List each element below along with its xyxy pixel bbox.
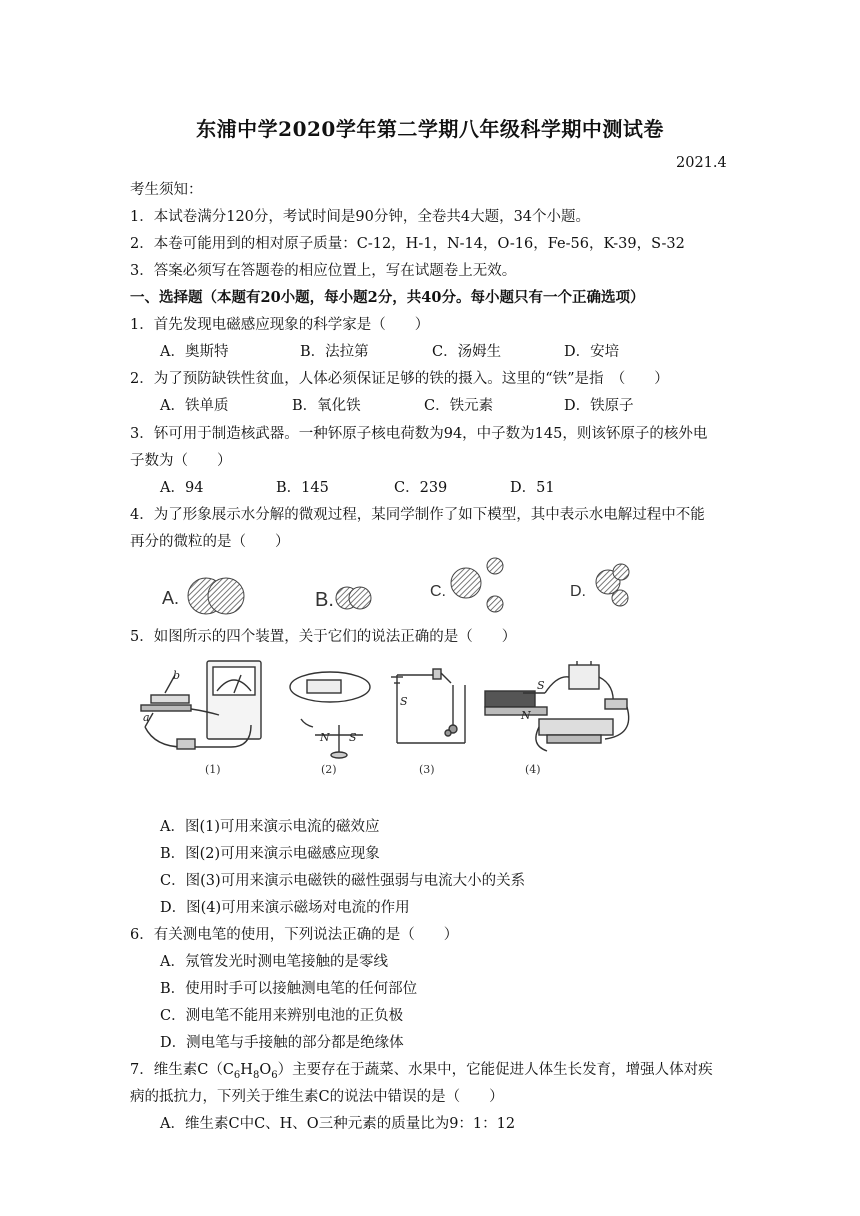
q6-option-a: A．氖管发光时测电笔接触的是零线 bbox=[160, 954, 388, 970]
figure-mark: S bbox=[400, 695, 408, 708]
question-7-stem: 7．维生素$C(C_6H_8O_6)$主要存在于蔬菜、水果中，它能促进人体生长发育，增强人体对疾 bbox=[130, 1062, 713, 1081]
notice-item: 2．本卷可能用到的相对原子质量：C-12，H-1，N-14，O-16，Fe-56，K-39，S-32 bbox=[130, 236, 685, 252]
figure-label-4: (4) bbox=[525, 763, 541, 776]
molecule-models-figure bbox=[150, 560, 650, 620]
model-c-label: C. bbox=[430, 583, 446, 600]
figure-mark: S bbox=[537, 679, 545, 692]
question-4-stem-cont: 再分的微粒的是（ ） bbox=[130, 534, 290, 550]
q2-option-c: C．铁元素 bbox=[424, 398, 494, 414]
question-7-stem-cont: 病的抵抗力，下列关于维生素C的说法中错误的是（ ） bbox=[130, 1089, 504, 1105]
apparatus-figure bbox=[135, 655, 645, 780]
figure-label-1: (1) bbox=[205, 763, 221, 776]
q1-option-a: A．奥斯特 bbox=[160, 344, 229, 360]
q3-option-a: A．94 bbox=[160, 480, 204, 496]
question-2-stem: 2．为了预防缺铁性贫血，人体必须保证足够的铁的摄入。这里的“铁”是指 （ ） bbox=[130, 371, 669, 387]
q1-option-c: C．汤姆生 bbox=[432, 344, 502, 360]
q1-option-d: D．安培 bbox=[564, 344, 620, 360]
model-d-label: D. bbox=[570, 583, 586, 600]
q5-option-d: D．图(4)可用来演示磁场对电流的作用 bbox=[160, 900, 410, 916]
figure-mark: a bbox=[143, 711, 150, 724]
question-6-stem: 6．有关测电笔的使用，下列说法正确的是（ ） bbox=[130, 927, 459, 943]
section-heading: 一、选择题（本题有20小题，每小题2分，共40分。每小题只有一个正确选项） bbox=[130, 289, 645, 306]
q3-option-c: C．239 bbox=[394, 480, 448, 496]
page-title: 东浦中学2020学年第二学期八年级科学期中测试卷 bbox=[196, 117, 664, 141]
exam-date: 2021.4 bbox=[676, 155, 727, 171]
q3-option-d: D．51 bbox=[510, 480, 555, 496]
q6-option-b: B．使用时手可以接触测电笔的任何部位 bbox=[160, 981, 418, 997]
figure-label-2: (2) bbox=[321, 763, 337, 776]
q6-option-c: C．测电笔不能用来辨别电池的正负极 bbox=[160, 1008, 404, 1024]
notice-heading: 考生须知： bbox=[130, 182, 203, 198]
notice-item: 1．本试卷满分120分，考试时间是90分钟，全卷共4大题，34个小题。 bbox=[130, 209, 591, 225]
question-1-stem: 1．首先发现电磁感应现象的科学家是（ ） bbox=[130, 317, 430, 333]
question-3-stem: 3．钚可用于制造核武器。一种钚原子核电荷数为94，中子数为145，则该钚原子的核外电 bbox=[130, 426, 708, 442]
notice-item: 3．答案必须写在答题卷的相应位置上，写在试题卷上无效。 bbox=[130, 263, 517, 279]
q5-option-a: A．图(1)可用来演示电流的磁效应 bbox=[160, 819, 380, 835]
figure-mark: N bbox=[320, 731, 330, 744]
q2-option-a: A．铁单质 bbox=[160, 398, 229, 414]
q3-option-b: B．145 bbox=[276, 480, 329, 496]
figure-mark: b bbox=[173, 669, 181, 682]
figure-mark: N bbox=[521, 709, 531, 722]
figure-mark: S bbox=[349, 731, 357, 744]
q2-option-b: B．氧化铁 bbox=[292, 398, 361, 414]
question-3-stem-cont: 子数为（ ） bbox=[130, 453, 232, 469]
question-4-stem: 4．为了形象展示水分解的微观过程，某同学制作了如下模型，其中表示水电解过程中不能 bbox=[130, 507, 705, 523]
q1-option-b: B．法拉第 bbox=[300, 344, 369, 360]
q6-option-d: D．测电笔与手接触的部分都是绝缘体 bbox=[160, 1035, 404, 1051]
question-5-stem: 5．如图所示的四个装置，关于它们的说法正确的是（ ） bbox=[130, 629, 517, 645]
q2-option-d: D．铁原子 bbox=[564, 398, 634, 414]
q7-option-a: A．维生素C中C、H、O三种元素的质量比为9：1：12 bbox=[160, 1116, 516, 1132]
q5-option-c: C．图(3)可用来演示电磁铁的磁性强弱与电流大小的关系 bbox=[160, 873, 526, 889]
figure-label-3: (3) bbox=[419, 763, 435, 776]
model-b-label: B. bbox=[315, 589, 334, 611]
model-a-label: A. bbox=[162, 588, 180, 608]
q5-option-b: B．图(2)可用来演示电磁感应现象 bbox=[160, 846, 380, 862]
